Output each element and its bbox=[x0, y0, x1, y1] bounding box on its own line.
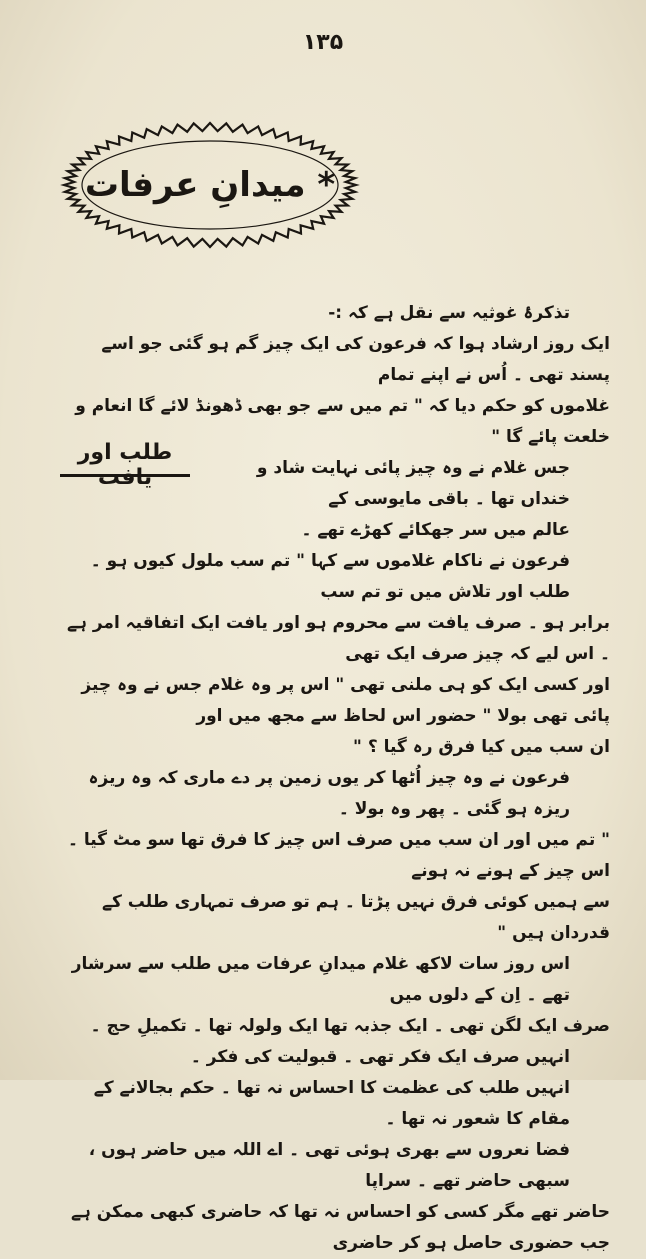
text-line: انہیں طلب کی عظمت کا احساس نہ تھا ۔ حکم بجالانے کے مقام کا شعور نہ تھا ۔ bbox=[93, 1078, 570, 1129]
text-line: فرعون نے وہ چیز اُٹھا کر یوں زمین پر دے ماری کہ وہ ریزہ ریزہ ہو گئی ۔ پھر وہ بولا ۔ bbox=[88, 768, 570, 819]
page-number: ۱۳۵ bbox=[302, 30, 344, 55]
text-line: اس روز سات لاکھ غلام میدانِ عرفات میں طلب سے سرشار تھے ۔ اِن کے دلوں میں bbox=[71, 954, 570, 1005]
text-line: صرف ایک لگن تھی ۔ ایک جذبہ تھا ایک ولولہ تھا ۔ تکمیلِ حج ۔ bbox=[90, 1016, 610, 1036]
chapter-title: * میدانِ عرفات bbox=[84, 165, 336, 205]
text-line: " تم میں اور ان سب میں صرف اس چیز کا فرق تھا سو مٹ گیا ۔ اس چیز کے ہونے نہ ہونے bbox=[67, 830, 610, 881]
text-line: انہیں صرف ایک فکر تھی ۔ قبولیت کی فکر ۔ bbox=[190, 1047, 570, 1067]
text-line: تذکرۂ غوثیہ سے نقل ہے کہ :- bbox=[328, 303, 570, 323]
text-line: فضا نعروں سے بھری ہوئی تھی ۔ اے اللہ میں حاضر ہوں ، سبھی حاضر تھے ۔ سراپا bbox=[88, 1140, 570, 1191]
side-heading: طلب اور یافت bbox=[60, 440, 190, 477]
text-line: سے ہمیں کوئی فرق نہیں پڑتا ۔ ہم تو صرف تمہاری طلب کے قدردان ہیں " bbox=[102, 892, 610, 943]
text-line: ان سب میں کیا فرق رہ گیا ؟ " bbox=[353, 737, 610, 757]
text-line: ایک روز ارشاد ہوا کہ فرعون کی ایک چیز گم ہو گئی جو اسے پسند تھی ۔ اُس نے اپنے تمام bbox=[101, 334, 610, 385]
text-line: عالم میں سر جھکائے کھڑے تھے ۔ bbox=[301, 520, 570, 540]
text-line: برابر ہو ۔ صرف یافت سے محروم ہو اور یافت ایک اتفاقیہ امر ہے ۔ اس لیے کہ چیز صرف ایک تھی bbox=[67, 613, 610, 664]
text-line: غلاموں کو حکم دیا کہ " تم میں سے جو بھی ڈھونڈ لائے گا انعام و خلعت پائے گا " bbox=[75, 396, 610, 447]
text-line: اور کسی ایک کو ہی ملنی تھی " اس پر وہ غلام جس نے وہ چیز پائی تھی بولا " حضور اس لحاظ سے مجھ میں اور bbox=[81, 675, 610, 726]
text-line: حاضر تھے مگر کسی کو احساس نہ تھا کہ حاضری کبھی ممکن ہے جب حضوری حاصل ہو کر حاضری bbox=[70, 1202, 610, 1253]
text-line: جس غلام نے وہ چیز پائی نہایت شاد و خنداں تھا ۔ باقی مایوسی کے bbox=[256, 458, 570, 509]
text-line: فرعون نے ناکام غلاموں سے کہا " تم سب ملول کیوں ہو ۔ طلب اور تلاش میں تو تم سب bbox=[90, 551, 570, 602]
body-text bbox=[60, 298, 610, 1259]
